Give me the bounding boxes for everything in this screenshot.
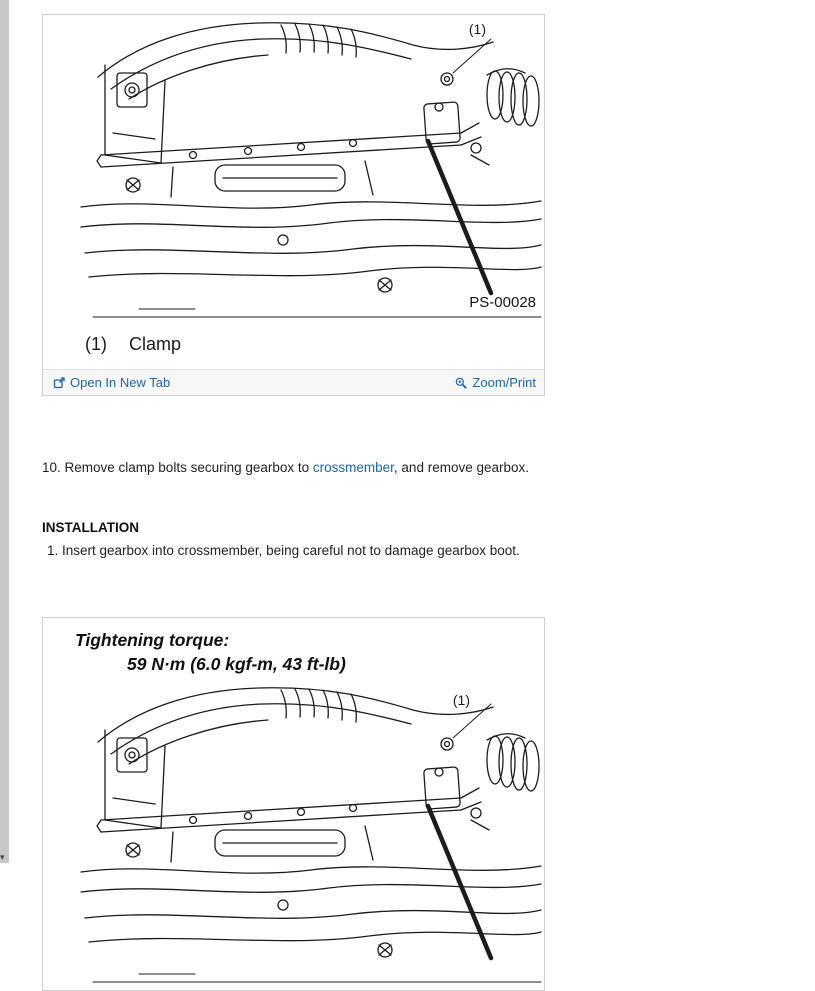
figure-clamp-diagram [42, 14, 545, 396]
figure-toolbar [43, 369, 544, 395]
zoom-print-link[interactable] [455, 375, 536, 390]
gearbox-line-art [43, 15, 544, 325]
side-panel-strip [0, 0, 9, 863]
torque-value: 59 N·m (6.0 kgf-m, 43 ft-lb) [127, 654, 346, 674]
crossmember-link[interactable]: crossmember [312, 460, 394, 475]
collapse-arrow-icon[interactable]: ▾ [0, 852, 5, 862]
figure-caption [43, 325, 544, 369]
installation-step-1: 1. Insert gearbox into crossmember, being careful not to damage gearbox boot. [47, 543, 520, 558]
zoom-print-label: Zoom/Print [472, 375, 536, 390]
callout-1-label-2: (1) [452, 692, 470, 708]
torque-spec [43, 618, 544, 680]
step-10 [42, 459, 562, 477]
installation-heading: INSTALLATION [42, 520, 139, 535]
caption-label: Clamp [129, 334, 182, 354]
step-10-text-after: , and remove gearbox. [393, 460, 530, 475]
callout-1-label: (1) [468, 21, 486, 37]
torque-title: Tightening torque: [75, 630, 230, 650]
step-10-text-before: 10. Remove clamp bolts securing gearbox to [42, 460, 313, 475]
clamp-diagram-drawing [43, 15, 544, 325]
caption-number: (1) [85, 334, 107, 354]
figure-torque-diagram [42, 617, 545, 991]
open-in-new-tab-link[interactable] [53, 375, 170, 390]
figure-part-code: PS-00028 [469, 294, 536, 311]
gearbox-line-art-2 [43, 680, 544, 990]
torque-diagram-drawing [43, 680, 544, 990]
open-in-new-tab-label: Open In New Tab [70, 375, 171, 390]
zoom-magnifier-icon [455, 377, 467, 389]
article-content [42, 14, 562, 991]
open-in-new-tab-icon [53, 377, 65, 389]
